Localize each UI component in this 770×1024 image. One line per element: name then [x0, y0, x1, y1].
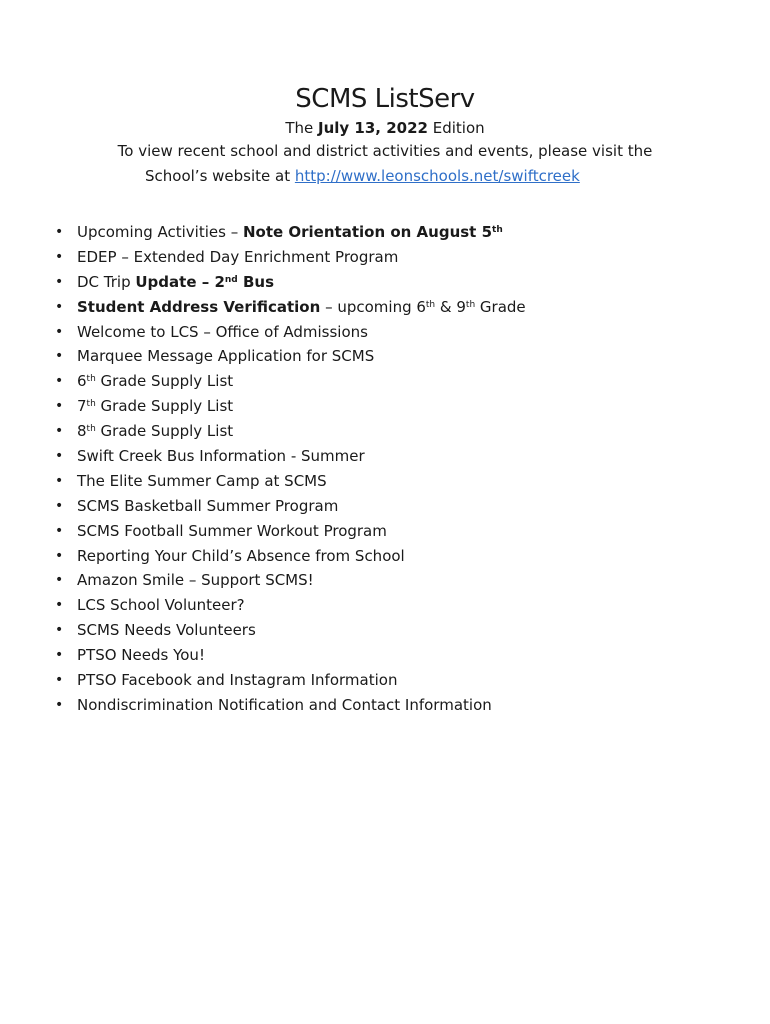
bullet: •: [55, 547, 64, 564]
item-text: SCMS Football Summer Workout Program: [77, 521, 387, 540]
intro-line-1: To view recent school and district activities and events, please visit the: [117, 142, 653, 160]
bullet: •: [55, 597, 64, 614]
list-item: [55, 370, 526, 395]
list-item: [55, 271, 526, 296]
bullet: •: [55, 672, 64, 689]
bullet: •: [55, 647, 64, 664]
list-item: [55, 520, 526, 545]
item-text: & 9: [435, 297, 466, 316]
item-text-bold: Student Address Verification: [77, 297, 321, 316]
item-text: 6: [77, 372, 87, 391]
bullet: •: [55, 522, 64, 539]
bullet: •: [55, 622, 64, 639]
intro-line-2-prefix: School’s website at: [145, 167, 295, 185]
list-item: [55, 395, 526, 420]
item-superscript: th: [86, 399, 96, 410]
list-item: [55, 345, 526, 370]
bullet: •: [55, 224, 64, 240]
list-item: [55, 644, 526, 669]
item-text: Grade: [475, 297, 526, 316]
list-item: [55, 619, 526, 644]
item-superscript: th: [86, 374, 96, 385]
item-text: Welcome to LCS – Office of Admissions: [77, 322, 368, 341]
item-text: Grade Supply List: [95, 397, 234, 416]
item-superscript: th: [465, 299, 476, 310]
edition-date: July 13, 2022: [318, 119, 428, 137]
list-item: [55, 420, 526, 445]
item-text: Nondiscrimination Notification and Contact Information: [77, 695, 492, 714]
bullet: •: [55, 497, 64, 514]
bullet: •: [55, 572, 64, 589]
list-item: [55, 594, 526, 619]
item-text: The Elite Summer Camp at SCMS: [77, 471, 327, 490]
bullet: •: [55, 323, 64, 340]
edition-prefix: The: [285, 119, 319, 137]
bullet: •: [55, 398, 64, 415]
list-item: [55, 545, 526, 570]
item-text: EDEP – Extended Day Enrichment Program: [77, 247, 399, 266]
school-website-link[interactable]: http://www.leonschools.net/swiftcreek: [294, 167, 580, 185]
item-text: Amazon Smile – Support SCMS!: [77, 571, 314, 590]
bullet: •: [55, 423, 64, 440]
edition-line: [0, 119, 770, 137]
item-superscript: nd: [224, 274, 238, 285]
list-item: [55, 470, 526, 495]
item-text: Marquee Message Application for SCMS: [77, 347, 375, 366]
item-superscript: th: [492, 225, 503, 235]
bullet: •: [55, 298, 64, 315]
item-text: LCS School Volunteer?: [77, 596, 245, 615]
bullet: •: [55, 448, 64, 465]
item-text: Swift Creek Bus Information - Summer: [77, 447, 365, 466]
item-text: – upcoming 6: [320, 297, 426, 316]
item-superscript: th: [425, 299, 436, 310]
list-item: [55, 694, 526, 719]
item-text-bold: Update – 2: [135, 272, 225, 291]
bullet: •: [55, 248, 64, 265]
list-item: [55, 669, 526, 694]
item-text-bold: Bus: [237, 272, 275, 291]
item-text: SCMS Needs Volunteers: [77, 621, 256, 640]
bullet: •: [55, 696, 64, 713]
bullet: •: [55, 373, 64, 390]
list-item: [55, 321, 526, 346]
list-item: [55, 246, 526, 271]
item-text-bold: Note Orientation on August 5: [242, 223, 493, 241]
item-text: Reporting Your Child’s Absence from School: [77, 546, 405, 565]
page-title: SCMS ListServ: [295, 84, 475, 114]
bullet: •: [55, 273, 64, 290]
item-text: Upcoming Activities –: [77, 223, 243, 241]
item-text: 8: [77, 422, 87, 441]
bullet: •: [55, 472, 64, 489]
list-item: [55, 445, 526, 470]
list-item: [55, 221, 526, 246]
bullet: •: [55, 348, 64, 365]
edition-suffix: Edition: [427, 119, 485, 137]
item-superscript: th: [86, 424, 96, 435]
item-text: Grade Supply List: [95, 372, 234, 391]
item-text: Grade Supply List: [95, 422, 234, 441]
item-text: DC Trip: [77, 272, 136, 291]
item-text: PTSO Needs You!: [77, 646, 205, 665]
list-item: [55, 495, 526, 520]
item-text: PTSO Facebook and Instagram Information: [77, 671, 398, 690]
item-text: SCMS Basketball Summer Program: [77, 496, 339, 515]
list-item: [55, 569, 526, 594]
topics-list: [55, 221, 526, 719]
intro-line-2: [145, 167, 580, 185]
list-item: [55, 296, 526, 321]
item-text: 7: [77, 397, 87, 416]
